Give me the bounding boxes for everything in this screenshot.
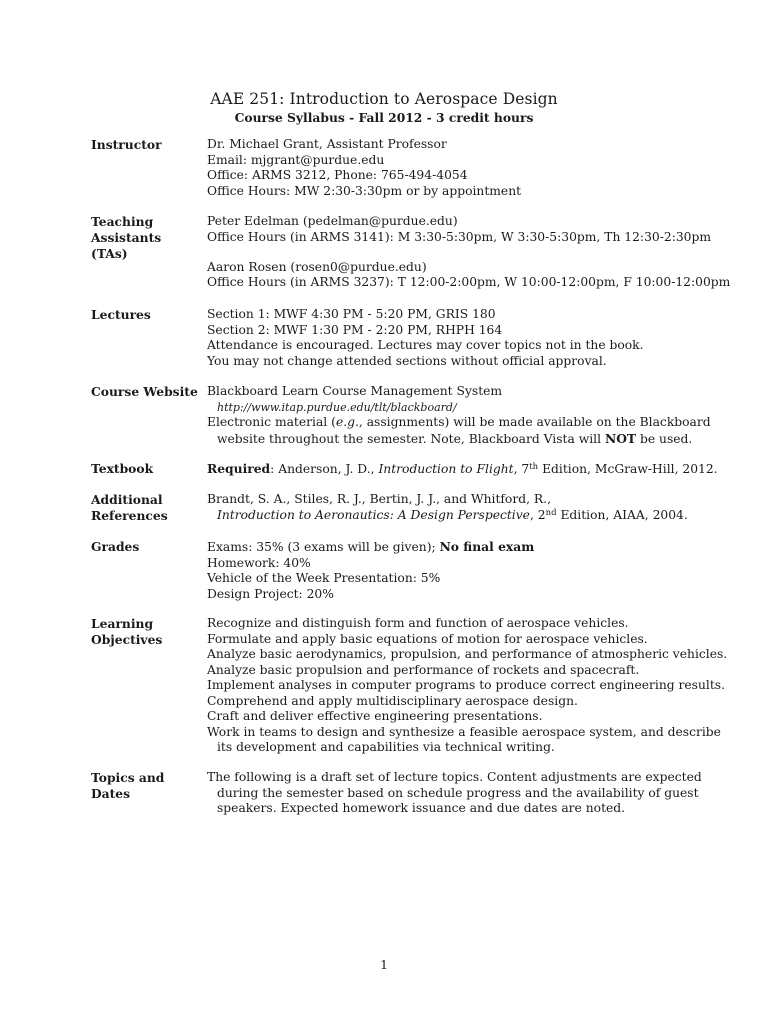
grades-content — [207, 539, 727, 602]
instructor-name: Dr. Michael Grant, Assistant Professor — [207, 137, 447, 151]
topics-line-2: during the semester based on schedule progress and the availability of guest — [217, 785, 699, 800]
instructor-label: Instructor — [91, 137, 162, 152]
objective-item: Craft and deliver effective engineering presentations. — [207, 709, 543, 723]
objective-item: Analyze basic propulsion and performance of rockets and spacecraft. — [207, 662, 640, 677]
objectives-label: Learning Objectives — [91, 616, 163, 647]
lecture-attendance: Attendance is encouraged. Lectures may cover topics not in the book. — [207, 338, 644, 352]
tas-label: Teaching Assistants (TAs) — [91, 214, 162, 261]
objective-item-continued: its development and capabilities via technical writing. — [217, 740, 555, 754]
ta1-name: Peter Edelman (pedelman@purdue.edu) — [207, 214, 458, 228]
page-number: 1 — [380, 958, 388, 972]
topics-line-3: speakers. Expected homework issuance and due dates are noted. — [217, 801, 626, 815]
objective-item: Recognize and distinguish form and function of aerospace vehicles. — [207, 616, 629, 630]
textbook-content — [207, 461, 727, 478]
lecture-policy: You may not change attended sections without official approval. — [207, 353, 607, 368]
lecture-section-2: Section 2: MWF 1:30 PM - 2:20 PM, RHPH 164 — [207, 322, 503, 337]
objective-item: Analyze basic aerodynamics, propulsion, and performance of atmospheric vehicles. — [207, 647, 728, 661]
grades-project: Design Project: 20% — [207, 586, 334, 601]
topics-line-1: The following is a draft set of lecture topics. Content adjustments are expected — [207, 770, 702, 784]
instructor-email: Email: mjgrant@purdue.edu — [207, 152, 385, 167]
website-label: Course Website — [91, 384, 198, 399]
topics-content — [207, 770, 727, 817]
ta1-office-hours: Office Hours (in ARMS 3141): M 3:30-5:30pm, W 3:30-5:30pm, Th 12:30-2:30pm — [207, 229, 712, 244]
tas-content — [207, 214, 731, 291]
textbook-label: Textbook — [91, 461, 154, 476]
website-system: Blackboard Learn Course Management System — [207, 384, 503, 398]
instructor-office: Office: ARMS 3212, Phone: 765-494-4054 — [207, 168, 468, 182]
ta2-name: Aaron Rosen (rosen0@purdue.edu) — [207, 259, 427, 274]
topics-label: Topics and Dates — [91, 770, 165, 801]
additional-authors: Brandt, S. A., Stiles, R. J., Bertin, J. J., and Whitford, R., — [207, 492, 551, 506]
additional-book: Introduction to Aeronautics: A Design Perspective, 2nd Edition, AIAA, 2004. — [217, 507, 688, 522]
website-desc-2: website throughout the semester. Note, Blackboard Vista will NOT be used. — [217, 430, 693, 446]
grades-exams: Exams: 35% (3 exams will be given); No final exam — [207, 539, 535, 554]
instructor-content — [207, 137, 727, 199]
grades-homework: Homework: 40% — [207, 555, 311, 570]
lectures-label: Lectures — [91, 307, 151, 322]
grades-label: Grades — [91, 539, 140, 554]
website-url[interactable]: http://www.itap.purdue.edu/tlt/blackboard/ — [217, 400, 457, 414]
textbook-citation: Required: Anderson, J. D., Introduction to Flight, 7th Edition, McGraw-Hill, 2012. — [207, 461, 718, 476]
ta2-office-hours: Office Hours (in ARMS 3237): T 12:00-2:00pm, W 10:00-12:00pm, F 10:00-12:00pm — [207, 275, 731, 289]
lecture-section-1: Section 1: MWF 4:30 PM - 5:20 PM, GRIS 180 — [207, 307, 496, 321]
additional-label: Additional References — [91, 492, 168, 523]
objective-item: Work in teams to design and synthesize a feasible aerospace system, and describe — [207, 724, 721, 739]
grades-vehicle: Vehicle of the Week Presentation: 5% — [207, 571, 441, 585]
document-subtitle: Course Syllabus - Fall 2012 - 3 credit hours — [234, 110, 534, 125]
objective-item: Implement analyses in computer programs to produce correct engineering results. — [207, 678, 726, 692]
objectives-content — [207, 616, 727, 756]
instructor-office-hours: Office Hours: MW 2:30-3:30pm or by appointment — [207, 183, 522, 198]
lectures-content — [207, 307, 727, 369]
website-desc-1: Electronic material (e.g., assignments) will be made available on the Blackboard — [207, 415, 711, 429]
additional-content — [207, 492, 727, 523]
website-content — [207, 384, 727, 447]
objective-item: Comprehend and apply multidisciplinary aerospace design. — [207, 693, 578, 708]
objective-item: Formulate and apply basic equations of motion for aerospace vehicles. — [207, 631, 648, 646]
document-title: AAE 251: Introduction to Aerospace Design — [210, 90, 558, 108]
